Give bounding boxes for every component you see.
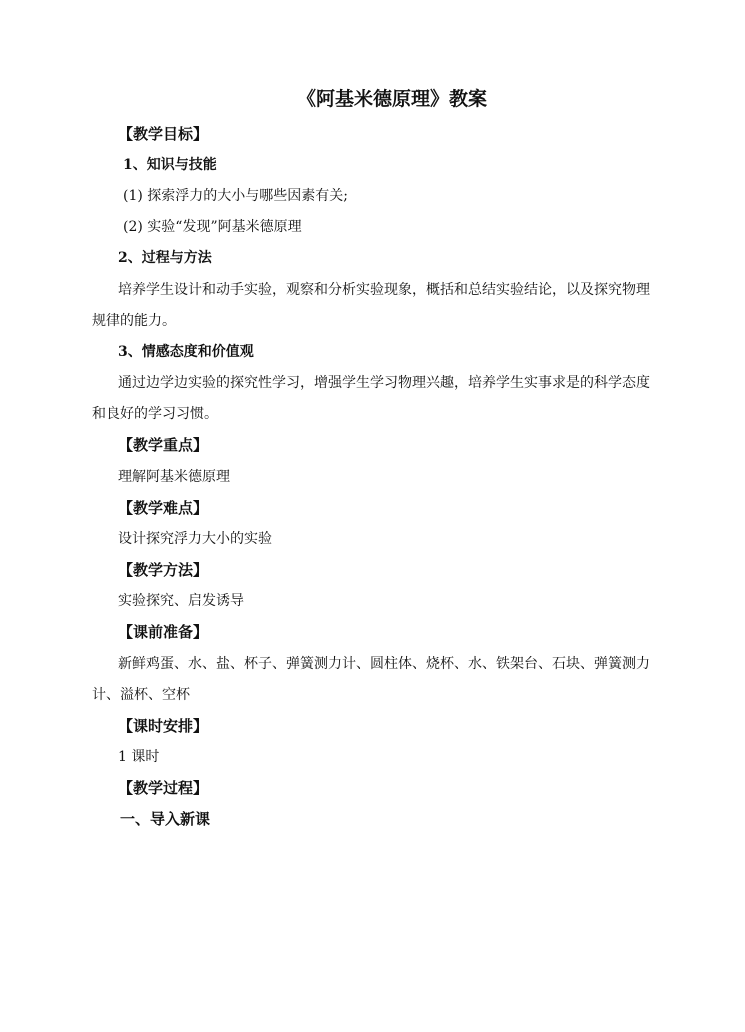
key-point-text: 理解阿基米德原理 <box>118 469 230 485</box>
preparation-line-1: 新鲜鸡蛋、水、盐、杯子、弹簧测力计、圆柱体、烧杯、水、铁架台、石块、弹簧测力 <box>118 656 650 672</box>
process-section-1-title: 一、导入新课 <box>120 810 211 828</box>
objectives-heading: 【教学目标】 <box>118 125 209 143</box>
preparation-heading: 【课前准备】 <box>118 623 209 641</box>
objectives-section-2-line-1: 培养学生设计和动手实验，观察和分析实验现象，概括和总结实验结论，以及探究物理 <box>118 282 650 298</box>
key-point-heading: 【教学重点】 <box>118 436 209 454</box>
difficulty-heading: 【教学难点】 <box>118 499 209 517</box>
schedule-text: 1 课时 <box>118 749 160 765</box>
objectives-section-1-item-2: (2) 实验“发现”阿基米德原理 <box>123 219 302 235</box>
objectives-section-1-title: 1、知识与技能 <box>123 157 217 173</box>
objectives-section-3-line-1: 通过边学边实验的探究性学习，增强学生学习物理兴趣，培养学生实事求是的科学态度 <box>118 375 650 391</box>
objectives-section-3-title: 3、情感态度和价值观 <box>118 344 254 360</box>
objectives-section-1-item-1: (1) 探索浮力的大小与哪些因素有关; <box>123 188 348 204</box>
objectives-section-3-line-2: 和良好的学习习惯。 <box>92 406 218 422</box>
objectives-section-2-line-2: 规律的能力。 <box>92 313 176 329</box>
preparation-line-2: 计、溢杯、空杯 <box>92 687 190 703</box>
method-text: 实验探究、启发诱导 <box>118 593 244 609</box>
process-heading: 【教学过程】 <box>118 779 209 797</box>
difficulty-text: 设计探究浮力大小的实验 <box>118 531 272 547</box>
objectives-section-2-title: 2、过程与方法 <box>118 250 212 266</box>
schedule-heading: 【课时安排】 <box>118 717 209 735</box>
method-heading: 【教学方法】 <box>118 561 209 579</box>
document-title: 《阿基米德原理》教案 <box>297 88 488 110</box>
